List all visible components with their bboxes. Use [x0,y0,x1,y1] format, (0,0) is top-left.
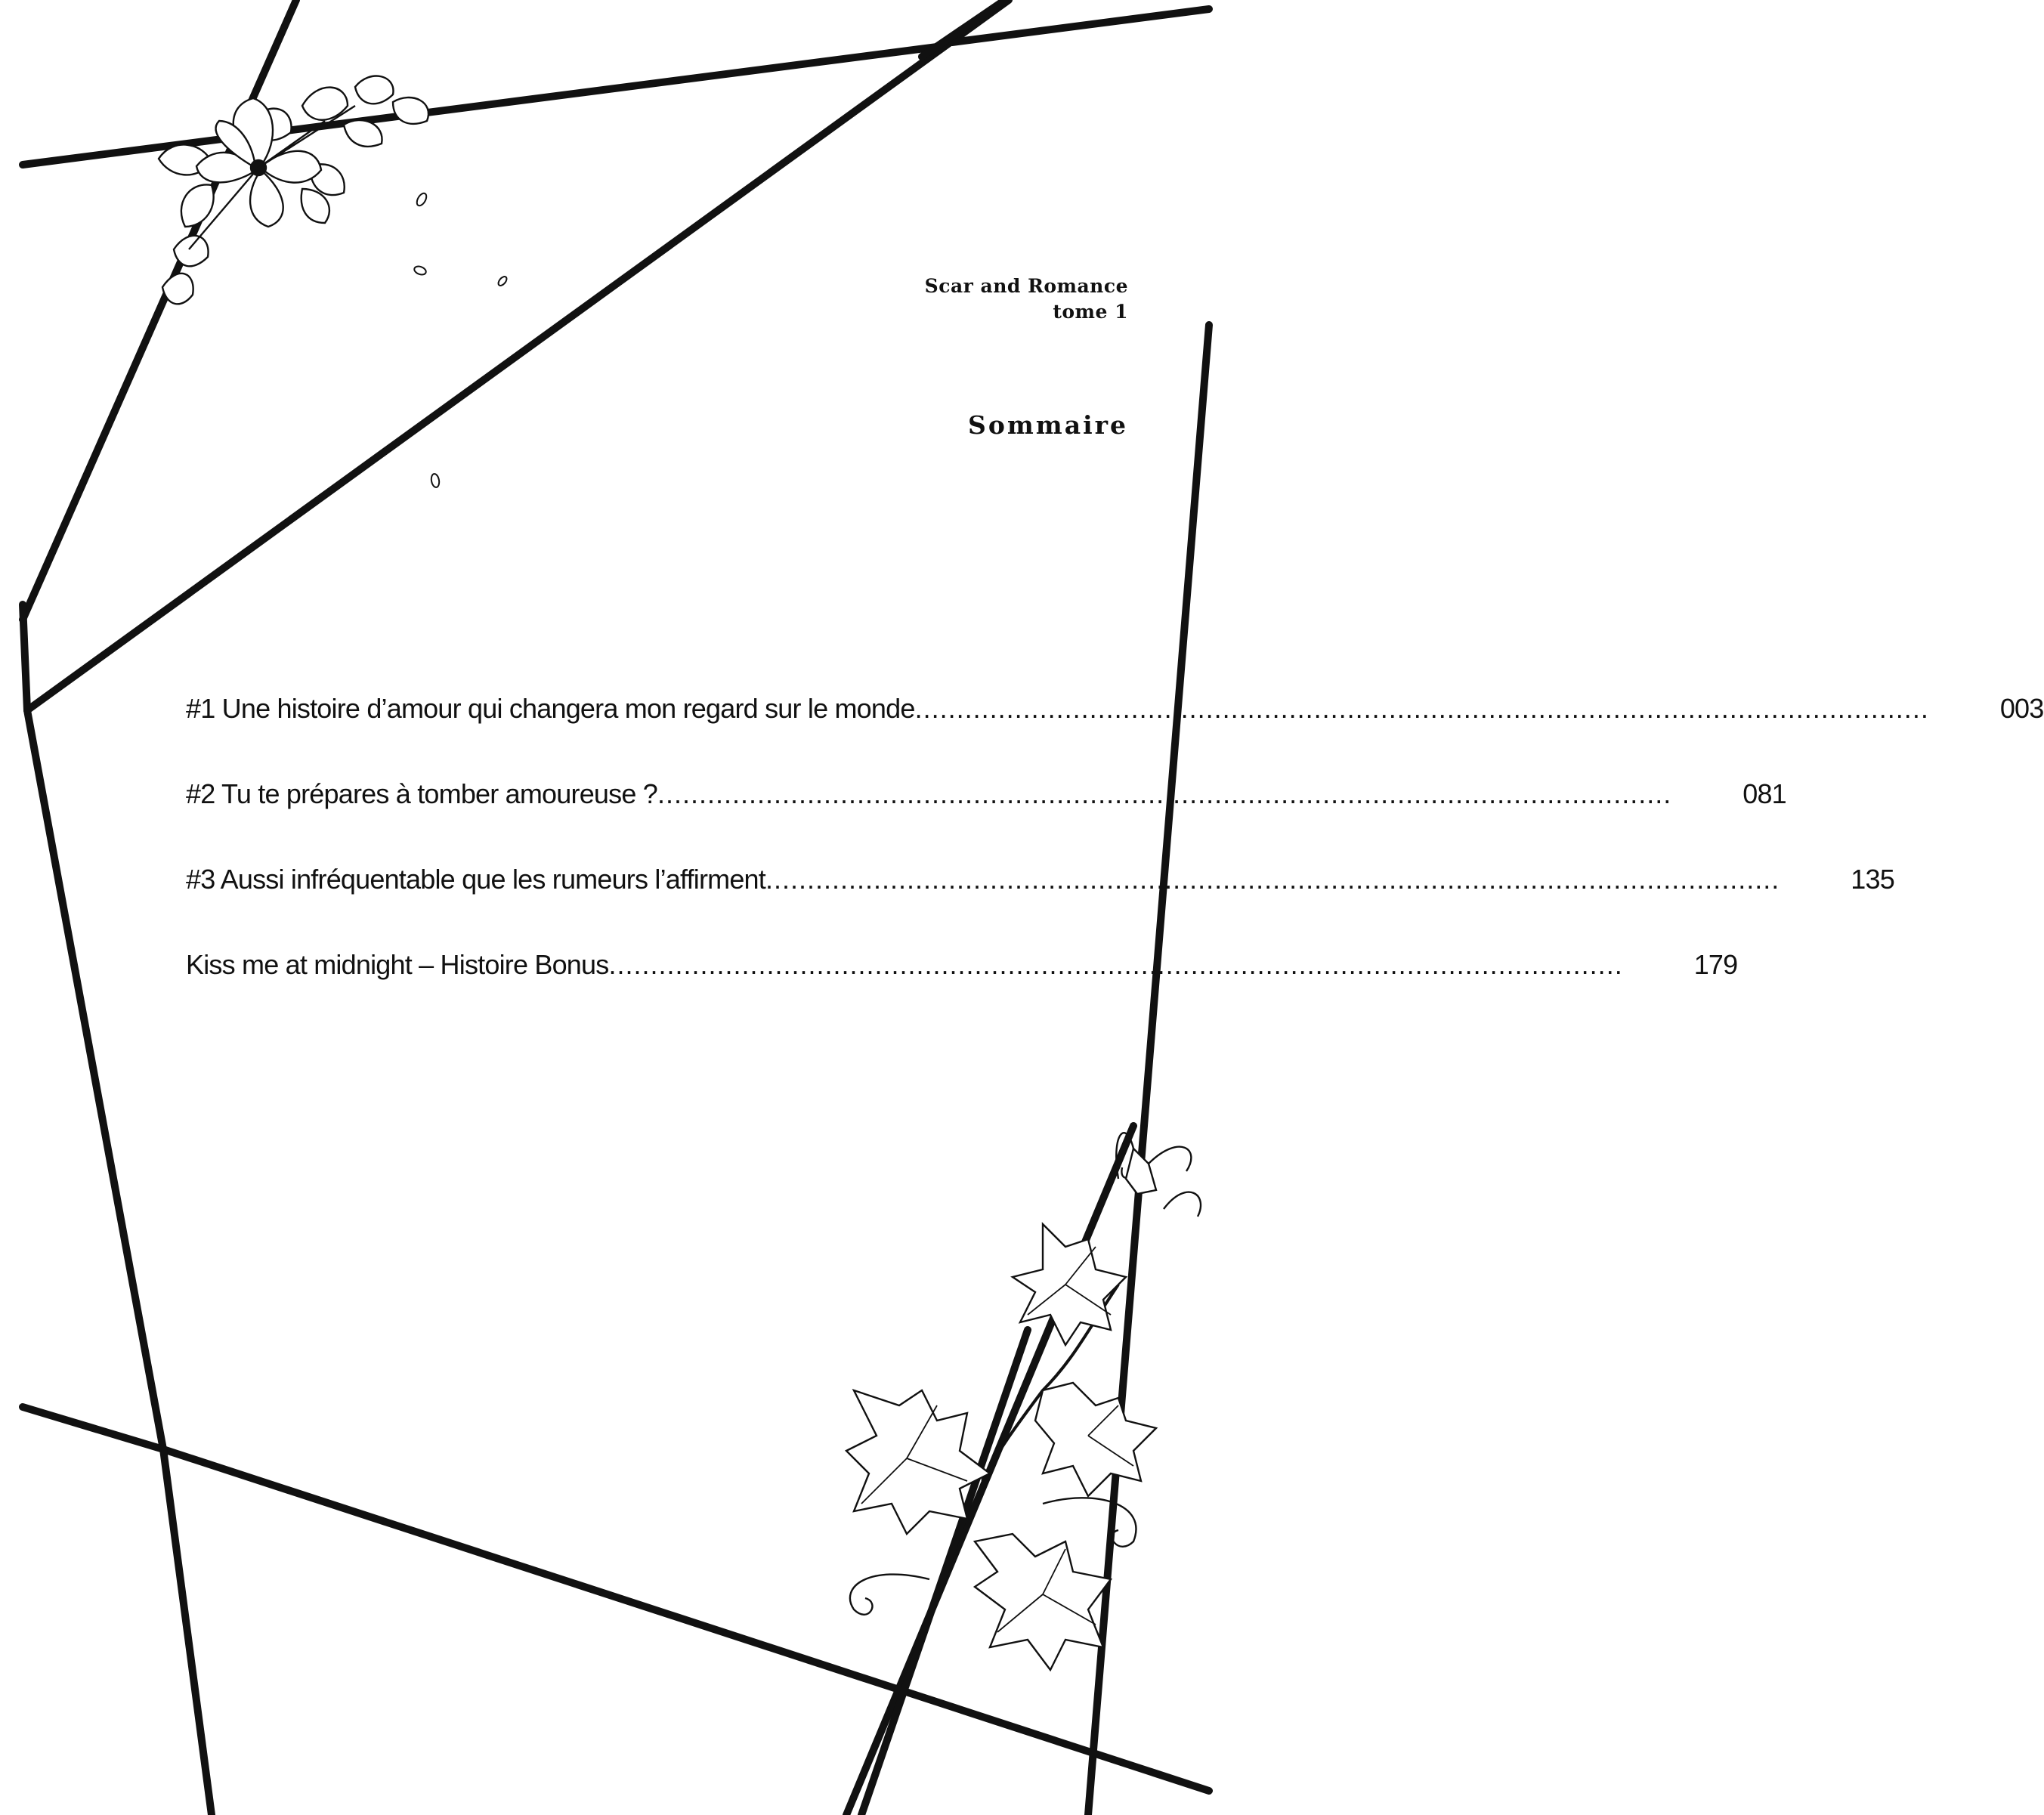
toc-entry-page: 003 [1999,693,2044,724]
frame-line [23,1407,163,1449]
toc-heading: Sommaire [968,410,1128,440]
toc-entry-label: #1 Une histoire d’amour qui changera mon regard sur le monde [186,693,915,724]
toc-entry-label: #3 Aussi infréquentable que les rumeurs l’affirment [186,864,765,895]
frame-line [163,1449,212,1815]
toc-entry-page: 135 [1851,864,1894,895]
toc-entry[interactable] [186,864,1894,908]
frame-line [27,710,163,1449]
dot-leader: .......................................................................................................................... [914,693,1929,724]
ivy-leaves-icon [846,1133,1201,1670]
series-title: Scar and Romance [924,275,1128,297]
petal-icon [413,192,509,488]
frame-line [27,0,1009,710]
toc-entry-label: #2 Tu te prépares à tomber amoureuse ? [186,778,657,809]
frame-line [23,0,296,620]
frame-line [1088,325,1209,1815]
toc-entry-label: Kiss me at midnight – Histoire Bonus [186,949,609,980]
toc-entry[interactable] [186,778,1786,822]
frame-line [922,0,1005,57]
dot-leader: .......................................................................................................................... [608,949,1623,980]
toc-entry-page: 081 [1743,778,1786,809]
flower-icon [159,76,428,305]
toc-entry[interactable] [186,693,2044,737]
dot-leader: .......................................................................................................................... [657,778,1672,809]
toc-entry[interactable] [186,949,1738,993]
volume-label: tome 1 [1053,301,1128,323]
toc-entry-page: 179 [1693,949,1738,980]
frame-line [23,604,27,710]
dot-leader: .......................................................................................................................... [765,864,1780,895]
